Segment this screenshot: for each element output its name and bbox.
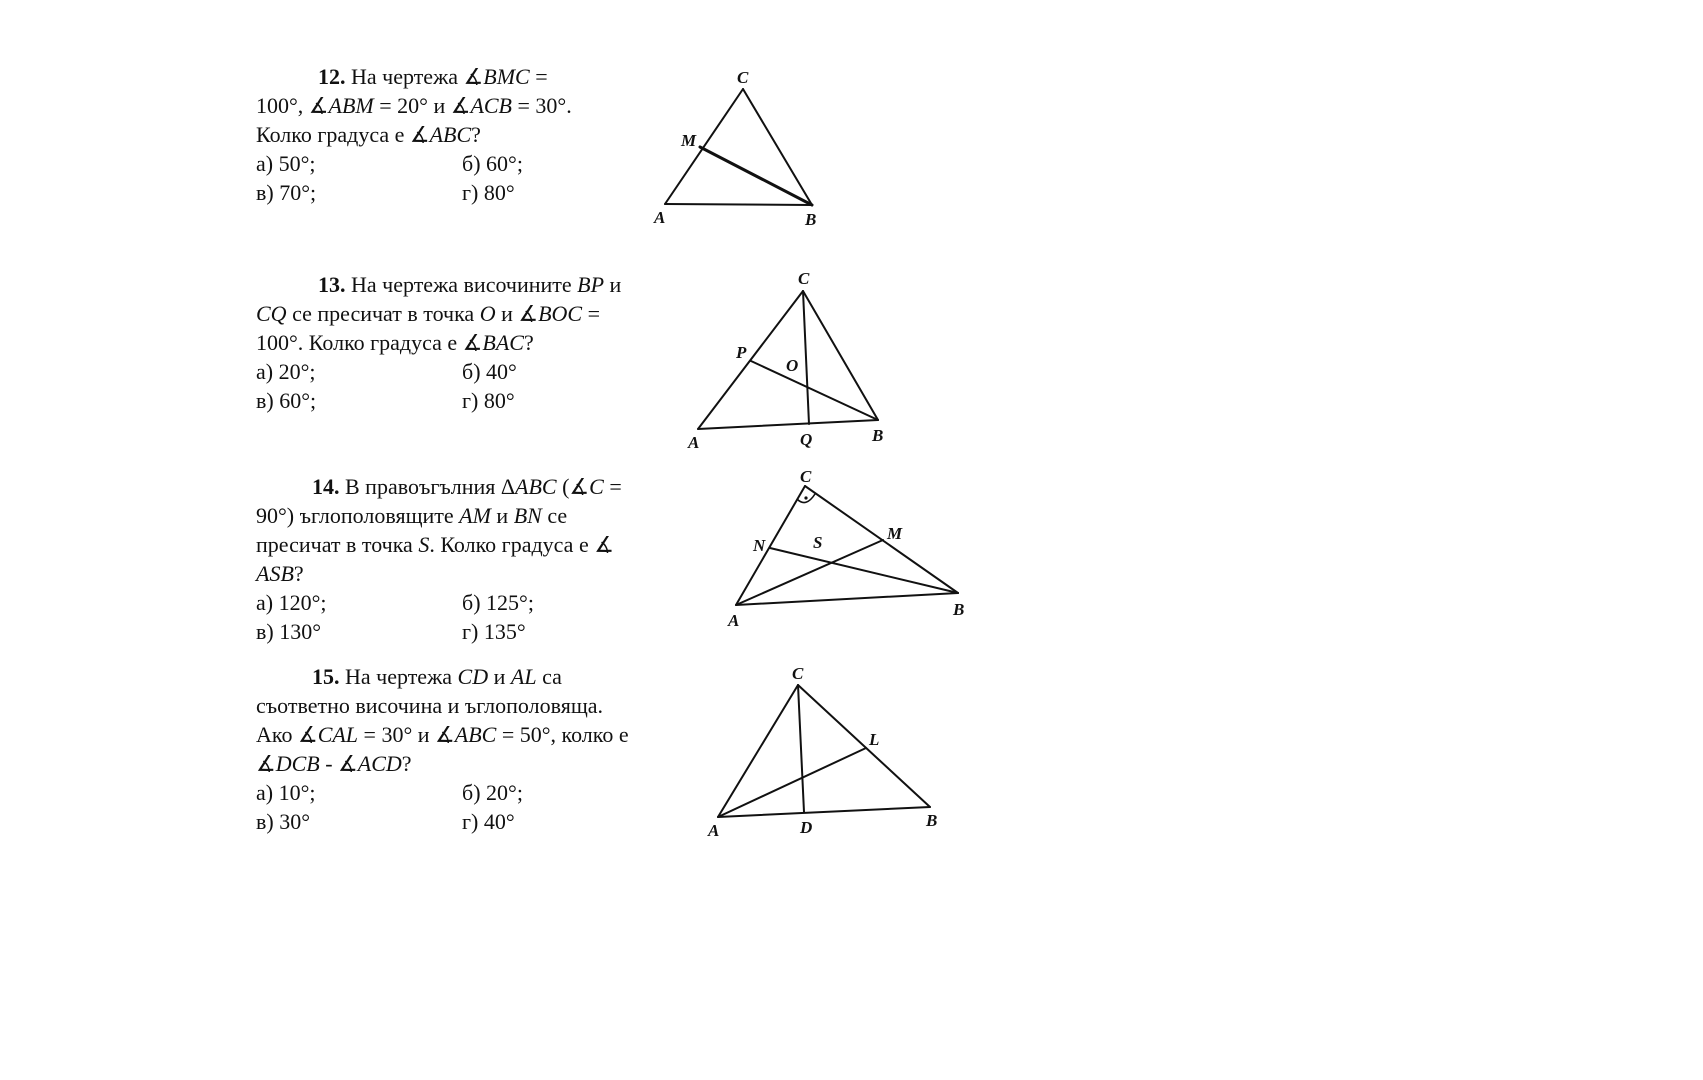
- problem-line: 13. На чертежа височините BP и: [318, 272, 622, 297]
- side-ac: [665, 89, 743, 204]
- label-m: M: [887, 524, 903, 543]
- label-c: C: [737, 68, 749, 87]
- side-ab: [665, 204, 812, 205]
- answer-option: в) 130°: [256, 619, 322, 644]
- answer-option: б) 20°;: [462, 780, 523, 805]
- answer-options: [256, 588, 676, 646]
- label-a: A: [708, 821, 720, 840]
- answer-option: в) 60°;: [256, 388, 317, 413]
- side-ab: [736, 593, 958, 605]
- figure-12-triangle: [640, 62, 840, 232]
- problem-line: 15. На чертежа CD и AL са: [312, 664, 562, 689]
- answer-option: б) 60°;: [462, 151, 523, 176]
- label-c: C: [798, 269, 810, 288]
- problem-12: [256, 62, 676, 207]
- label-o: O: [786, 356, 799, 375]
- label-a: A: [654, 208, 666, 227]
- figure-15-triangle: [700, 660, 960, 850]
- side-ab: [718, 807, 930, 817]
- answer-option: а) 120°;: [256, 590, 327, 615]
- bisector-al: [718, 748, 866, 817]
- problem-number: 13.: [318, 272, 346, 297]
- altitude-bp: [751, 361, 878, 420]
- label-b: B: [953, 600, 965, 619]
- label-a: A: [688, 433, 700, 452]
- answer-option: в) 30°: [256, 809, 311, 834]
- answer-option: в) 70°;: [256, 180, 317, 205]
- figure-14-triangle: [710, 465, 980, 640]
- label-d: D: [800, 818, 813, 837]
- problem-line: Ако ∡CAL = 30° и ∡ABC = 50°, колко е: [256, 722, 629, 747]
- right-angle-dot: [804, 496, 807, 499]
- problem-line: CQ се пресичат в точка O и ∡BOC =: [256, 301, 600, 326]
- label-b: B: [926, 811, 938, 830]
- label-b: B: [805, 210, 817, 229]
- problem-number: 12.: [318, 64, 346, 89]
- answer-option: б) 40°: [462, 359, 517, 384]
- problem-line: пресичат в точка S. Колко градуса е ∡: [256, 532, 614, 557]
- problem-line: 100°. Колко градуса е ∡BAC?: [256, 330, 534, 355]
- label-q: Q: [800, 430, 813, 449]
- label-a: A: [728, 611, 740, 630]
- altitude-cq: [803, 291, 809, 424]
- side-ac: [718, 685, 798, 817]
- label-l: L: [869, 730, 880, 749]
- label-s: S: [813, 533, 823, 552]
- problem-line: ASB?: [256, 561, 304, 586]
- side-ac: [736, 486, 805, 605]
- problem-line: 12. На чертежа ∡BMC =: [318, 64, 548, 89]
- answer-option: г) 80°: [462, 388, 515, 413]
- problem-14: [256, 472, 676, 646]
- altitude-cd: [798, 685, 804, 812]
- side-bc: [805, 486, 958, 593]
- problem-line: 90°) ъглополовящите AM и BN се: [256, 503, 568, 528]
- label-p: P: [736, 343, 747, 362]
- problem-number: 14.: [312, 474, 340, 499]
- label-m: M: [681, 131, 697, 150]
- problem-number: 15.: [312, 664, 340, 689]
- answer-options: [256, 149, 676, 207]
- answer-option: г) 40°: [462, 809, 515, 834]
- problem-15: [256, 662, 676, 836]
- answer-option: а) 20°;: [256, 359, 316, 384]
- problem-line: ∡DCB - ∡ACD?: [256, 751, 412, 776]
- problem-line: 100°, ∡ABM = 20° и ∡ACB = 30°.: [256, 93, 572, 118]
- bisector-bn: [770, 548, 958, 593]
- answer-option: г) 135°: [462, 619, 526, 644]
- label-c: C: [800, 467, 812, 486]
- problem-13: [256, 270, 676, 415]
- side-bc: [803, 291, 878, 420]
- answer-options: [256, 778, 676, 836]
- side-bc: [798, 685, 930, 807]
- problem-line: Колко градуса е ∡ABC?: [256, 122, 481, 147]
- answer-option: г) 80°: [462, 180, 515, 205]
- problem-line: 14. В правоъгълния ΔABC (∡C =: [312, 474, 622, 499]
- answer-option: а) 10°;: [256, 780, 316, 805]
- side-ab: [698, 420, 878, 429]
- answer-options: [256, 357, 676, 415]
- label-c: C: [792, 664, 804, 683]
- figure-13-triangle: [680, 265, 900, 455]
- answer-option: б) 125°;: [462, 590, 534, 615]
- label-n: N: [753, 536, 766, 555]
- label-b: B: [872, 426, 884, 445]
- answer-option: а) 50°;: [256, 151, 316, 176]
- problem-line: съответно височина и ъглополовяща.: [256, 693, 604, 718]
